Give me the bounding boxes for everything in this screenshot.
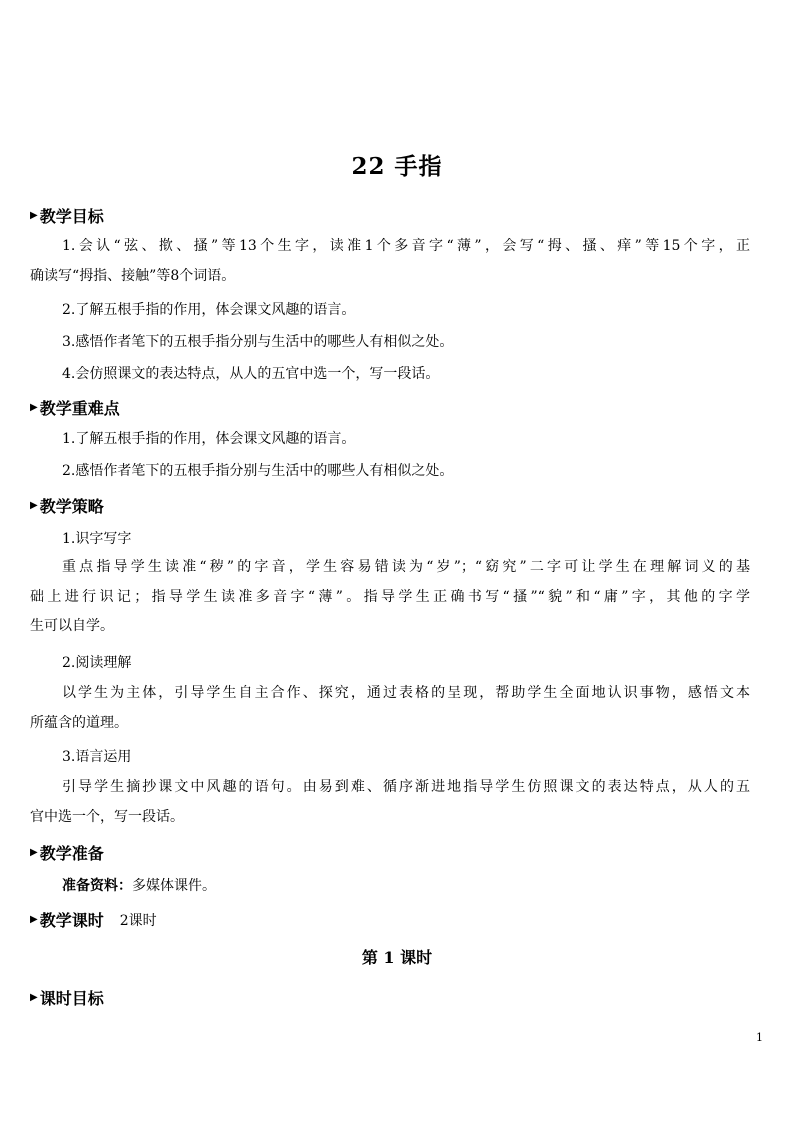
section-heading-label: 教学目标 bbox=[39, 207, 104, 226]
section-heading-goals bbox=[30, 204, 104, 227]
triangle-right-icon: ▶ bbox=[30, 847, 38, 858]
goal-3: 3.感悟作者笔下的五根手指分别与生活中的哪些人有相似之处。 bbox=[62, 334, 454, 350]
section-heading-label: 教学策略 bbox=[39, 497, 104, 516]
strategy-sub1-line-3: 生可以自学。 bbox=[30, 618, 114, 634]
lesson-title: 第 1 课时 bbox=[361, 948, 433, 967]
page-number: 1 bbox=[756, 1031, 763, 1044]
strategy-sub3-paragraph bbox=[30, 773, 750, 832]
key-point-1: 1.了解五根手指的作用，体会课文风趣的语言。 bbox=[62, 431, 356, 447]
key-point-2: 2.感悟作者笔下的五根手指分别与生活中的哪些人有相似之处。 bbox=[62, 463, 454, 479]
triangle-right-icon: ▶ bbox=[30, 992, 38, 1003]
section-heading-label: 课时目标 bbox=[39, 989, 104, 1008]
triangle-right-icon: ▶ bbox=[30, 210, 38, 221]
strategy-sub2-line-1: 以学生为主体，引导学生自主合作、探究，通过表格的呈现，帮助学生全面地认识事物，感悟文本 bbox=[62, 685, 750, 701]
strategy-sub3-line-1: 引导学生摘抄课文中风趣的语句。由易到难、循序渐进地指导学生仿照课文的表达特点，从人的五 bbox=[62, 779, 750, 795]
strategy-sub3-title: 3.语言运用 bbox=[62, 749, 132, 765]
goal-1-line-1: 1.会认“弦、揿、搔”等13个生字，读准1个多音字“薄”，会写“拇、搔、痒”等15个字，正 bbox=[62, 238, 750, 254]
strategy-sub1-title: 1.识字写字 bbox=[62, 531, 132, 547]
strategy-sub2-line-2: 所蕴含的道理。 bbox=[30, 714, 128, 731]
section-heading-lesson-goals bbox=[30, 986, 104, 1009]
strategy-sub3-line-2: 官中选一个，写一段话。 bbox=[30, 808, 184, 825]
section-heading-label: 教学重难点 bbox=[39, 399, 120, 418]
triangle-right-icon: ▶ bbox=[30, 500, 38, 511]
strategy-sub1-line-1: 重点指导学生读准“秽”的字音，学生容易错读为“岁”；“窈究”二字可让学生在理解词义的基 bbox=[62, 559, 750, 575]
prep-label: 准备资料： bbox=[62, 878, 132, 894]
prep-line bbox=[62, 875, 216, 895]
page-title: 22 手指 bbox=[351, 153, 443, 180]
prep-value: 多媒体课件。 bbox=[132, 878, 216, 894]
section-heading-key-points bbox=[30, 396, 120, 419]
hours-value: 2课时 bbox=[119, 912, 157, 929]
goal-2: 2.了解五根手指的作用，体会课文风趣的语言。 bbox=[62, 302, 356, 318]
strategy-sub1-paragraph bbox=[30, 553, 750, 642]
triangle-right-icon: ▶ bbox=[30, 402, 38, 413]
section-heading-prep bbox=[30, 841, 104, 864]
goal-1-line-2: 确读写“拇指、接触”等8个词语。 bbox=[30, 267, 236, 284]
goal-1-paragraph bbox=[30, 232, 750, 291]
section-heading-label: 教学课时 bbox=[39, 911, 104, 930]
strategy-sub2-paragraph bbox=[30, 679, 750, 738]
triangle-right-icon: ▶ bbox=[30, 914, 38, 925]
strategy-sub1-line-2: 础上进行识记；指导学生读准多音字“薄”。指导学生正确书写“搔”“貌”和“庸”字，其他的字学 bbox=[30, 588, 750, 605]
section-heading-label: 教学准备 bbox=[39, 844, 104, 863]
goal-4: 4.会仿照课文的表达特点，从人的五官中选一个，写一段话。 bbox=[62, 366, 440, 382]
section-heading-hours bbox=[30, 908, 157, 931]
section-heading-strategy bbox=[30, 494, 104, 517]
strategy-sub2-title: 2.阅读理解 bbox=[62, 655, 132, 671]
